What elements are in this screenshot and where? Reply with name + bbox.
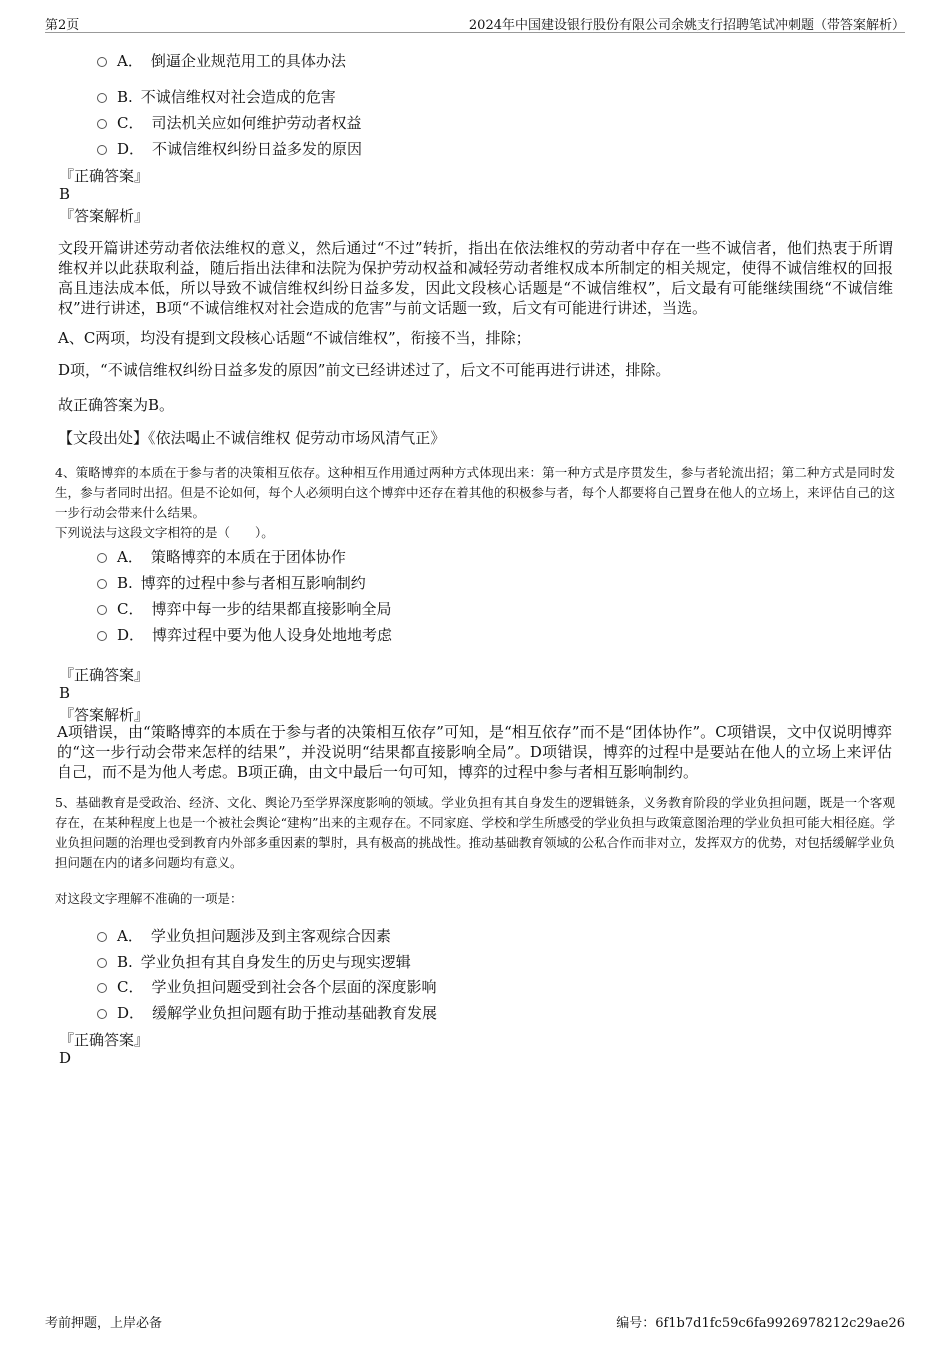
q4-analysis-label: 『答案解析』 — [59, 706, 150, 724]
document-title: 2024年中国建设银行股份有限公司余姚支行招聘笔试冲刺题（带答案解析） — [468, 18, 905, 33]
page-number: 第2页 — [45, 18, 80, 33]
document-id: 编号：6f1b7d1fc59c6fa9926978212c29ae26 — [616, 1316, 905, 1331]
q3-answer-label: 『正确答案』 — [59, 167, 150, 185]
radio-icon[interactable] — [97, 145, 107, 155]
q3-analysis-paragraph: D项，“不诚信维权纠纷日益多发的原因”前文已经讲述过了，后文不可能再进行讲述，排除。 — [58, 361, 671, 379]
footer-slogan: 考前押题，上岸必备 — [45, 1316, 163, 1331]
q4-option-b[interactable]: B. 博弈的过程中参与者相互影响制约 — [97, 572, 366, 593]
q5-answer-label: 『正确答案』 — [59, 1031, 150, 1049]
radio-icon[interactable] — [97, 579, 107, 589]
radio-icon[interactable] — [97, 932, 107, 942]
q4-option-a[interactable]: A． 策略博弈的本质在于团体协作 — [97, 546, 346, 567]
q4-answer-label: 『正确答案』 — [59, 666, 150, 684]
radio-icon[interactable] — [97, 631, 107, 641]
q3-analysis-paragraph: A、C两项，均没有提到文段核心话题“不诚信维权”，衔接不当，排除； — [58, 329, 531, 347]
q3-option-a[interactable]: A． 倒逼企业规范用工的具体办法 — [97, 50, 346, 71]
radio-icon[interactable] — [97, 93, 107, 103]
q4-question: 下列说法与这段文字相符的是（ ）。 — [55, 525, 274, 540]
q5-question: 对这段文字理解不准确的一项是： — [55, 891, 243, 906]
q3-option-c[interactable]: C． 司法机关应如何维护劳动者权益 — [97, 112, 362, 133]
q3-answer: B — [59, 185, 71, 203]
q5-stem: 5、基础教育是受政治、经济、文化、舆论乃至学界深度影响的领域。学业负担有其自身发生的逻辑链条，义务教育阶段的学业负担问题，既是一个客观存在，在某种程度上也是一个被社会舆论“建构”出来的主观存在。不同家庭、学校和学生所感受的学业负担与政策意图治理的学业负担可能大相径庭。学业负担问题的治理也受到教育内外部多重因素的掣肘，具有极高的挑战性。推动基础教育领域的公私合作而非对立，发挥双方的优势，对包括缓解学业负担问题在内的诸多问题均有意义。 — [55, 795, 895, 870]
radio-icon[interactable] — [97, 57, 107, 67]
q4-option-d[interactable]: D． 博弈过程中要为他人设身处地地考虑 — [97, 624, 392, 645]
radio-icon[interactable] — [97, 119, 107, 129]
q3-source: 【文段出处】《依法喝止不诚信维权 促劳动市场风清气正》 — [58, 429, 446, 447]
radio-icon[interactable] — [97, 1009, 107, 1019]
page-header — [45, 12, 905, 33]
radio-icon[interactable] — [97, 958, 107, 968]
q4-option-c[interactable]: C． 博弈中每一步的结果都直接影响全局 — [97, 598, 392, 619]
q3-option-d[interactable]: D． 不诚信维权纠纷日益多发的原因 — [97, 138, 362, 159]
radio-icon[interactable] — [97, 553, 107, 563]
q3-option-b[interactable]: B. 不诚信维权对社会造成的危害 — [97, 86, 336, 107]
q5-option-d[interactable]: D． 缓解学业负担问题有助于推动基础教育发展 — [97, 1002, 437, 1023]
radio-icon[interactable] — [97, 983, 107, 993]
radio-icon[interactable] — [97, 605, 107, 615]
q5-option-c[interactable]: C． 学业负担问题受到社会各个层面的深度影响 — [97, 976, 437, 997]
q5-answer: D — [59, 1049, 72, 1067]
q4-answer: B — [59, 684, 71, 702]
q3-analysis-label: 『答案解析』 — [59, 207, 150, 225]
q5-option-b[interactable]: B. 学业负担有其自身发生的历史与现实逻辑 — [97, 951, 411, 972]
q5-option-a[interactable]: A． 学业负担问题涉及到主客观综合因素 — [97, 925, 391, 946]
q3-analysis-paragraph: 文段开篇讲述劳动者依法维权的意义，然后通过“不过”转折，指出在依法维权的劳动者中存在一些不诚信者，他们热衷于所谓维权并以此获取利益，随后指出法律和法院为保护劳动权益和减轻劳动者维权成本所制定的相关规定，使得不诚信维权的回报高且违法成本低，所以导致不诚信维权纠纷日益多发，因此文段核心话题是“不诚信维权”，后文最有可能继续围绕“不诚信维权”进行讲述，B项“不诚信维权对社会造成的危害”与前文话题一致，后文有可能进行讲述，当选。 — [58, 239, 893, 317]
q4-stem: 4、策略博弈的本质在于参与者的决策相互依存。这种相互作用通过两种方式体现出来：第一种方式是序贯发生，参与者轮流出招；第二种方式是同时发生，参与者同时出招。但是不论如何，每个人必须明白这个博弈中还存在着其他的积极参与者，每个人都要将自己置身在他人的立场上，来评估自己的这一步行动会带来什么结果。 — [55, 465, 895, 520]
q4-analysis: A项错误，由“策略博弈的本质在于参与者的决策相互依存”可知，是“相互依存”而不是“团体协作”。C项错误，文中仅说明博弈的“这一步行动会带来怎样的结果”，并没说明“结果都直接影响全局”。D项错误，博弈的过程中是要站在他人的立场上来评估自己，而不是为他人考虑。B项正确，由文中最后一句可知，博弈的过程中参与者相互影响制约。 — [57, 723, 892, 781]
q3-analysis-conclusion: 故正确答案为B。 — [58, 396, 175, 414]
